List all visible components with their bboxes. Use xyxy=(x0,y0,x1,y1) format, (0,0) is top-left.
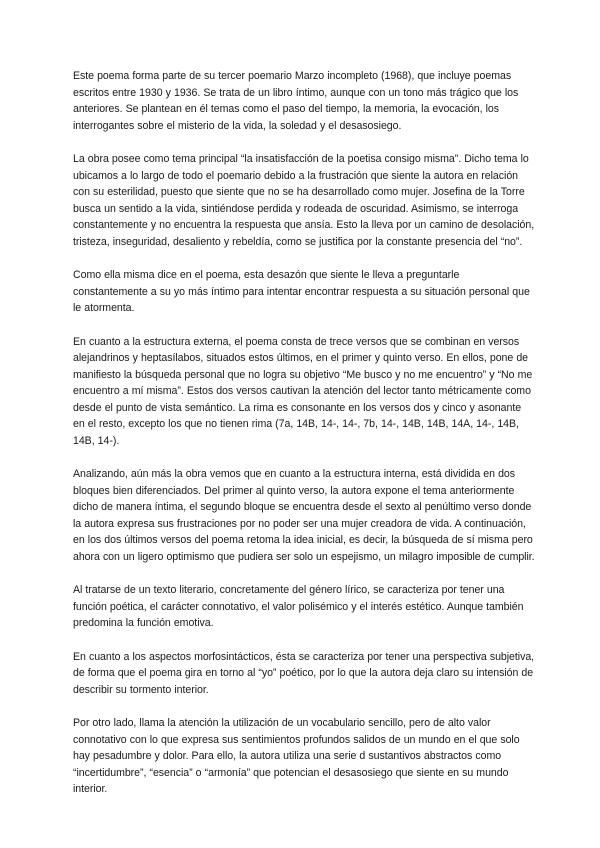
document-body xyxy=(73,68,535,815)
paragraph-self-questioning: Como ella misma dice en el poema, esta desazón que siente le lleva a preguntarle constantemente a su yo más íntimo para intentar encontrar respuesta a su situación personal que le atormenta. xyxy=(73,269,530,314)
paragraph-internal-structure: Analizando, aún más la obra vemos que en cuanto a la estructura interna, está dividida en dos bloques bien diferenciados. Del primer al quinto verso, la autora expone el tema anteriormente dicho de manera íntima, el segundo bloque se encuentra desde el sexto al penúltimo verso donde la autora expresa sus frustraciones por no poder ser una mujer creadora de vida. A continuación, en los dos últimos versos del poema retoma la idea inicial, es decir, la búsqueda de sí misma pero ahora con un ligero optimismo que pudiera ser solo un espejismo, un milagro imposible de cumplir. xyxy=(73,468,535,563)
paragraph-external-structure: En cuanto a la estructura externa, el poema consta de trece versos que se combinan en versos alejandrinos y heptasílabos, situados estos últimos, en el primer y quinto verso. En ellos, pone de manifiesto la búsqueda personal que no logra su objetivo “Me busco y no me encuentro” y “No me encuentro a mí misma”. Estos dos versos cautivan la atención del lector tanto métricamente como desde el punto de vista semántico. La rima es consonante en los versos dos y cinco y asonante en el resto, excepto los que no tienen rima (7a, 14B, 14-, 14-, 7b, 14-, 14B, 14B, 14A, 14-, 14B, 14B, 14-). xyxy=(73,335,533,447)
paragraph-morphosyntax: En cuanto a los aspectos morfosintácticos, ésta se caracteriza por tener una perspectiva subjetiva, de forma que el poema gira en torno al “yo” poético, por lo que la autora deja claro su intensión de describir su tormento interior. xyxy=(73,650,535,696)
paragraph-main-theme: La obra posee como tema principal “la insatisfacción de la poetisa consigo misma”. Dicho tema lo ubicamos a lo largo de todo el poemario debido a la frustración que siente la autora en relación con su esterilidad, puesto que siente que no se ha desarrollado como mujer. Josefina de la Torre busca un sentido a la vida, sintiéndose perdida y rodeada de oscuridad. Asimismo, se interroga constantemente y no encuentra la respuesta que ansía. Esto la lleva por un camino de desolación, tristeza, inseguridad, desaliento y rebeldía, como se justifica por la constante presencia del “no”. xyxy=(73,153,535,248)
paragraph-vocabulary: Por otro lado, llama la atención la utilización de un vocabulario sencillo, pero de alto valor connotativo con lo que expresa sus sentimientos profundos salidos de un mundo en el que solo hay pesadumbre y dolor. Para ello, la autora utiliza una serie d sustantivos abstractos como “incertidumbre”, “esencia” o “armonía” que potencian el desasosiego que siente en su mundo interior. xyxy=(73,717,520,795)
paragraph-literary-functions: Al tratarse de un texto literario, concretamente del género lírico, se caracteriza por tener una función poética, el carácter connotativo, el valor polisémico y el interés estético. Aunque también predomina la función emotiva. xyxy=(73,584,524,629)
paragraph-intro: Este poema forma parte de su tercer poemario Marzo incompleto (1968), que incluye poemas escritos entre 1930 y 1936. Se trata de un libro íntimo, aunque con un tono más trágico que los anteriores. Se plantean en él temas como el paso del tiempo, la memoria, la evocación, los interrogantes sobre el misterio de la vida, la soledad y el desasosiego. xyxy=(73,70,519,132)
